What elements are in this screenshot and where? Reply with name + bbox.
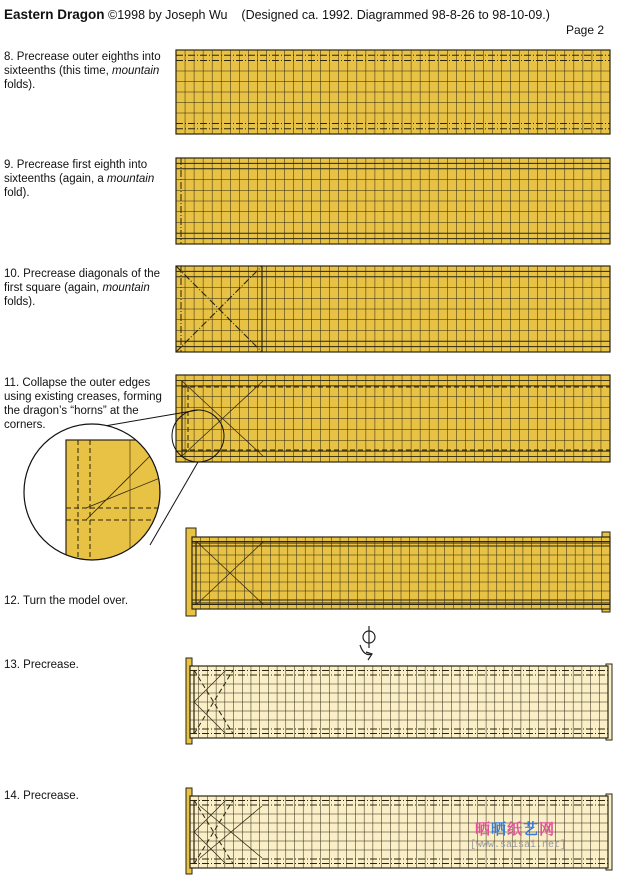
step-12-diagram	[186, 528, 610, 616]
step-9-diagram	[176, 158, 610, 244]
step-13-diagram	[186, 658, 612, 744]
step-9-text: 9. Precrease first eighth into sixteenths (again, a mountain fold).	[4, 159, 155, 199]
step-8-diagram	[176, 50, 610, 134]
diagram-title: Eastern Dragon	[4, 7, 105, 22]
step-10-text: 10. Precrease diagonals of the first square (again, mountain folds).	[4, 268, 160, 308]
step-13-text: 13. Precrease.	[4, 659, 79, 671]
copyright: ©1998 by Joseph Wu	[108, 8, 228, 22]
watermark-logo: 晒晒纸艺网	[475, 821, 556, 838]
step-14-text: 14. Precrease.	[4, 790, 79, 802]
step-10-diagram	[176, 266, 610, 352]
step-11-diagram	[176, 375, 610, 462]
page-number: Page 2	[566, 23, 605, 37]
design-note: (Designed ca. 1992. Diagrammed 98-8-26 to 98-10-09.)	[241, 8, 550, 22]
step-11-text: 11. Collapse the outer edges using existing creases, forming the dragon’s “horns” at the corners.	[4, 377, 162, 431]
turn-over-icon	[360, 626, 375, 660]
step-12-text: 12. Turn the model over.	[4, 595, 129, 607]
step-8-text: 8. Precrease outer eighths into sixteenths (this time, mountain folds).	[4, 51, 161, 91]
watermark-url: [www.saisai.net]	[470, 840, 567, 851]
